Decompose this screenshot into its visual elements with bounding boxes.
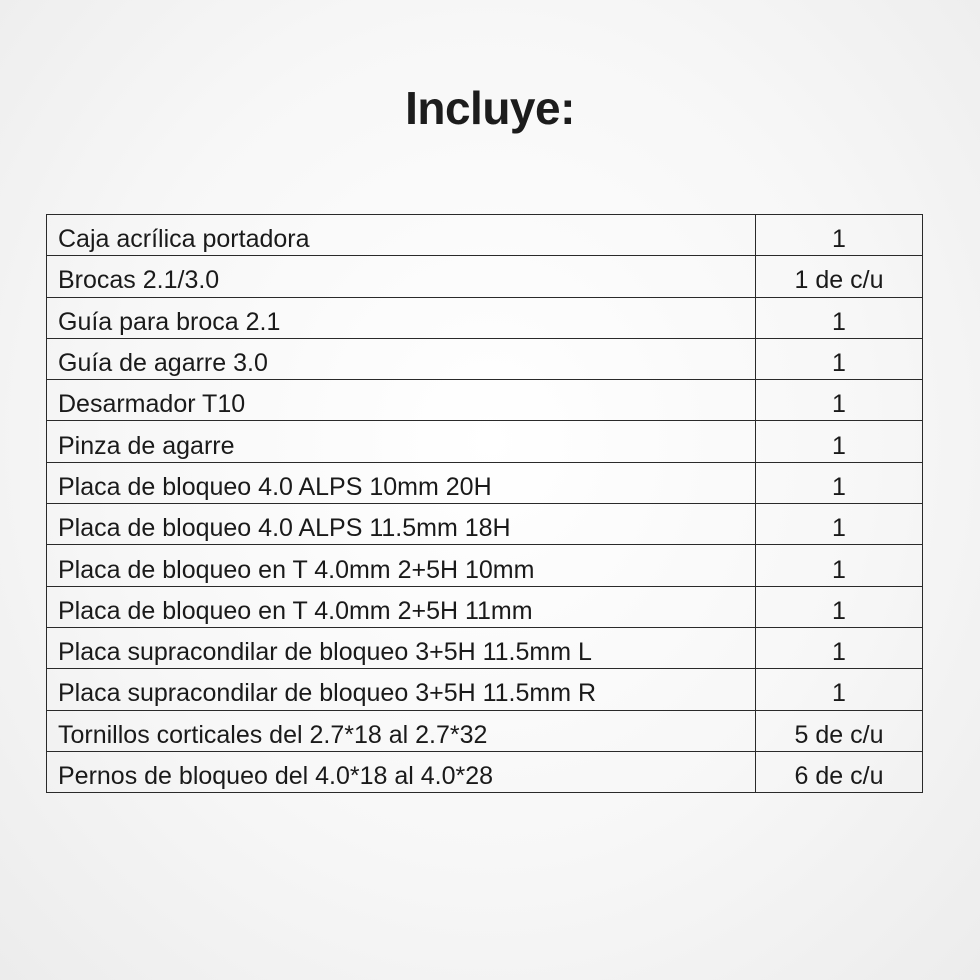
table-row: [47, 462, 923, 503]
table-row: [47, 710, 923, 751]
item-description: Guía para broca 2.1: [47, 297, 756, 338]
table-row: [47, 627, 923, 668]
item-description: Guía de agarre 3.0: [47, 338, 756, 379]
item-quantity: 1: [756, 504, 923, 545]
contents-table-body: [47, 215, 923, 793]
table-row: [47, 586, 923, 627]
item-description: Placa de bloqueo 4.0 ALPS 11.5mm 18H: [47, 504, 756, 545]
item-quantity: 1: [756, 586, 923, 627]
item-description: Placa supracondilar de bloqueo 3+5H 11.5mm L: [47, 627, 756, 668]
contents-table: [46, 214, 923, 793]
table-row: [47, 256, 923, 297]
item-quantity: 1 de c/u: [756, 256, 923, 297]
table-row: [47, 215, 923, 256]
item-quantity: 1: [756, 380, 923, 421]
item-quantity: 1: [756, 338, 923, 379]
item-quantity: 1: [756, 462, 923, 503]
table-row: [47, 380, 923, 421]
item-description: Placa supracondilar de bloqueo 3+5H 11.5mm R: [47, 669, 756, 710]
item-quantity: 5 de c/u: [756, 710, 923, 751]
item-description: Placa de bloqueo 4.0 ALPS 10mm 20H: [47, 462, 756, 503]
item-description: Desarmador T10: [47, 380, 756, 421]
table-row: [47, 421, 923, 462]
table-row: [47, 751, 923, 792]
table-row: [47, 669, 923, 710]
item-description: Pinza de agarre: [47, 421, 756, 462]
item-quantity: 1: [756, 669, 923, 710]
item-quantity: 1: [756, 421, 923, 462]
item-quantity: 1: [756, 297, 923, 338]
item-quantity: 1: [756, 627, 923, 668]
item-description: Placa de bloqueo en T 4.0mm 2+5H 10mm: [47, 545, 756, 586]
item-description: Tornillos corticales del 2.7*18 al 2.7*32: [47, 710, 756, 751]
item-description: Pernos de bloqueo del 4.0*18 al 4.0*28: [47, 751, 756, 792]
table-row: [47, 504, 923, 545]
page-title: Incluye:: [405, 82, 575, 134]
table-row: [47, 297, 923, 338]
item-description: Placa de bloqueo en T 4.0mm 2+5H 11mm: [47, 586, 756, 627]
item-quantity: 1: [756, 545, 923, 586]
item-description: Caja acrílica portadora: [47, 215, 756, 256]
table-row: [47, 338, 923, 379]
item-quantity: 6 de c/u: [756, 751, 923, 792]
item-description: Brocas 2.1/3.0: [47, 256, 756, 297]
item-quantity: 1: [756, 215, 923, 256]
table-row: [47, 545, 923, 586]
